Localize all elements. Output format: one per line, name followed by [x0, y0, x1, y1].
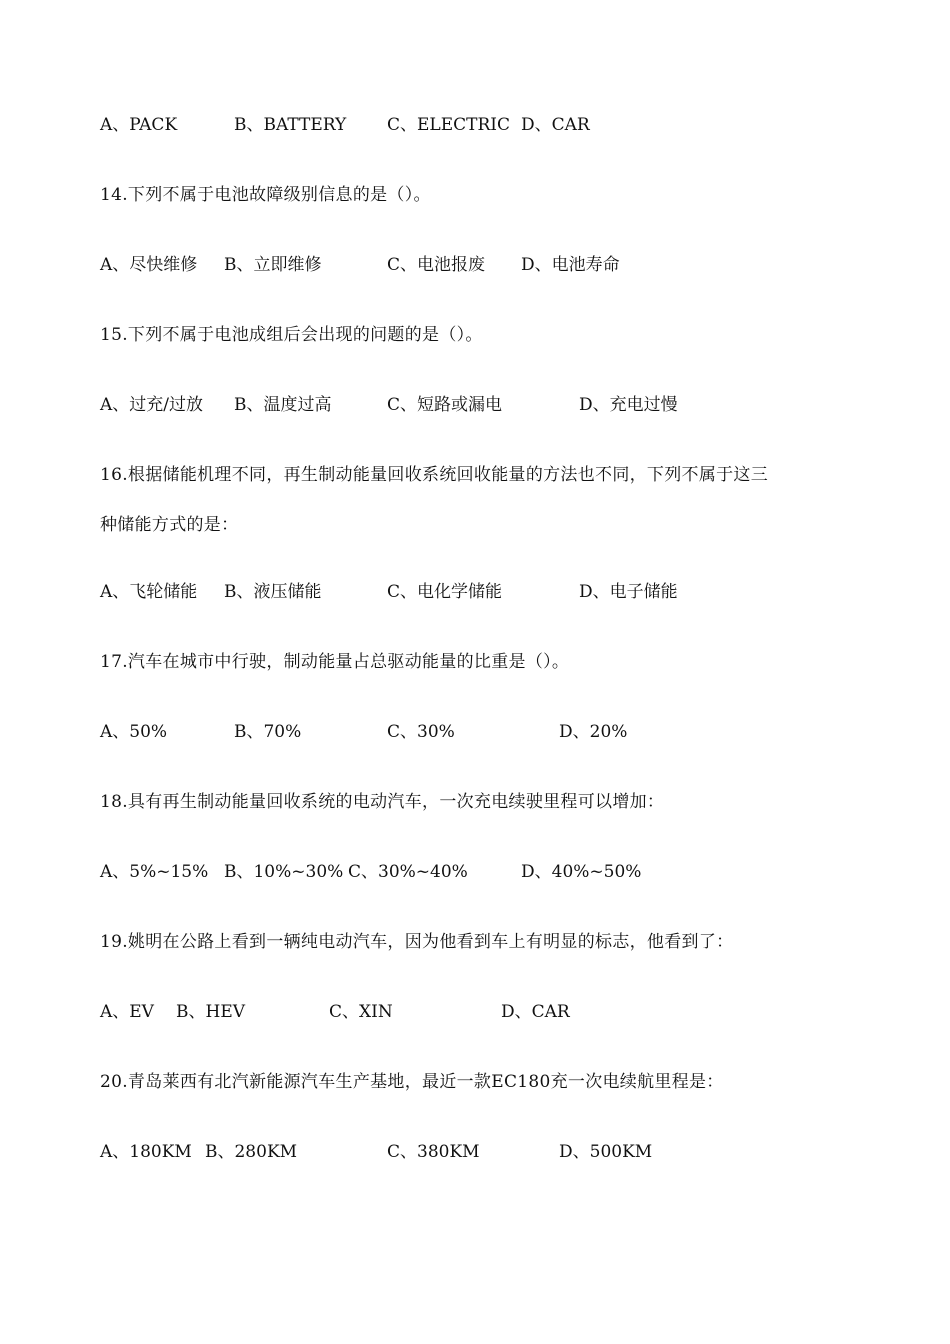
question-16: 16.根据储能机理不同，再生制动能量回收系统回收能量的方法也不同，下列不属于这三 [100, 465, 769, 485]
option-d: D、CAR [501, 1002, 570, 1022]
option-a: A、180KM [100, 1142, 192, 1162]
question-18: 18.具有再生制动能量回收系统的电动汽车，一次充电续驶里程可以增加： [100, 792, 665, 812]
option-c: C、短路或漏电 [387, 395, 503, 415]
question-17: 17.汽车在城市中行驶，制动能量占总驱动能量的比重是（）。 [100, 652, 570, 672]
option-c: C、380KM [387, 1142, 480, 1162]
option-c: C、XIN [329, 1002, 393, 1022]
option-b: B、液压储能 [224, 582, 322, 602]
question-19: 19.姚明在公路上看到一辆纯电动汽车，因为他看到车上有明显的标志，他看到了： [100, 932, 734, 952]
question-14: 14.下列不属于电池故障级别信息的是（）。 [100, 185, 431, 205]
option-b: B、10%~30% [224, 862, 344, 882]
option-a: A、PACK [100, 115, 178, 135]
option-c: C、电化学储能 [387, 582, 503, 602]
option-a: A、尽快维修 [100, 255, 198, 275]
option-c: C、ELECTRIC [387, 115, 510, 135]
question-20: 20.青岛莱西有北汽新能源汽车生产基地，最近一款EC180充一次电续航里程是： [100, 1072, 724, 1092]
option-d: D、40%~50% [521, 862, 642, 882]
option-a: A、过充/过放 [100, 395, 204, 415]
option-d: D、电池寿命 [521, 255, 620, 275]
option-c: C、电池报废 [387, 255, 486, 275]
question-16-continuation: 种储能方式的是： [100, 515, 239, 535]
option-b: B、280KM [205, 1142, 298, 1162]
question-15: 15.下列不属于电池成组后会出现的问题的是（）。 [100, 325, 483, 345]
option-b: B、温度过高 [234, 395, 332, 415]
option-d: D、20% [559, 722, 628, 742]
option-d: D、CAR [521, 115, 590, 135]
option-b: B、立即维修 [224, 255, 322, 275]
option-c: C、30%~40% [348, 862, 468, 882]
option-a: A、50% [100, 722, 168, 742]
option-d: D、500KM [559, 1142, 653, 1162]
option-a: A、5%~15% [100, 862, 209, 882]
option-b: B、70% [234, 722, 302, 742]
option-c: C、30% [387, 722, 455, 742]
option-d: D、充电过慢 [579, 395, 678, 415]
option-a: A、飞轮储能 [100, 582, 198, 602]
option-a: A、EV [100, 1002, 154, 1022]
option-d: D、电子储能 [579, 582, 678, 602]
option-b: B、HEV [176, 1002, 246, 1022]
option-b: B、BATTERY [234, 115, 347, 135]
